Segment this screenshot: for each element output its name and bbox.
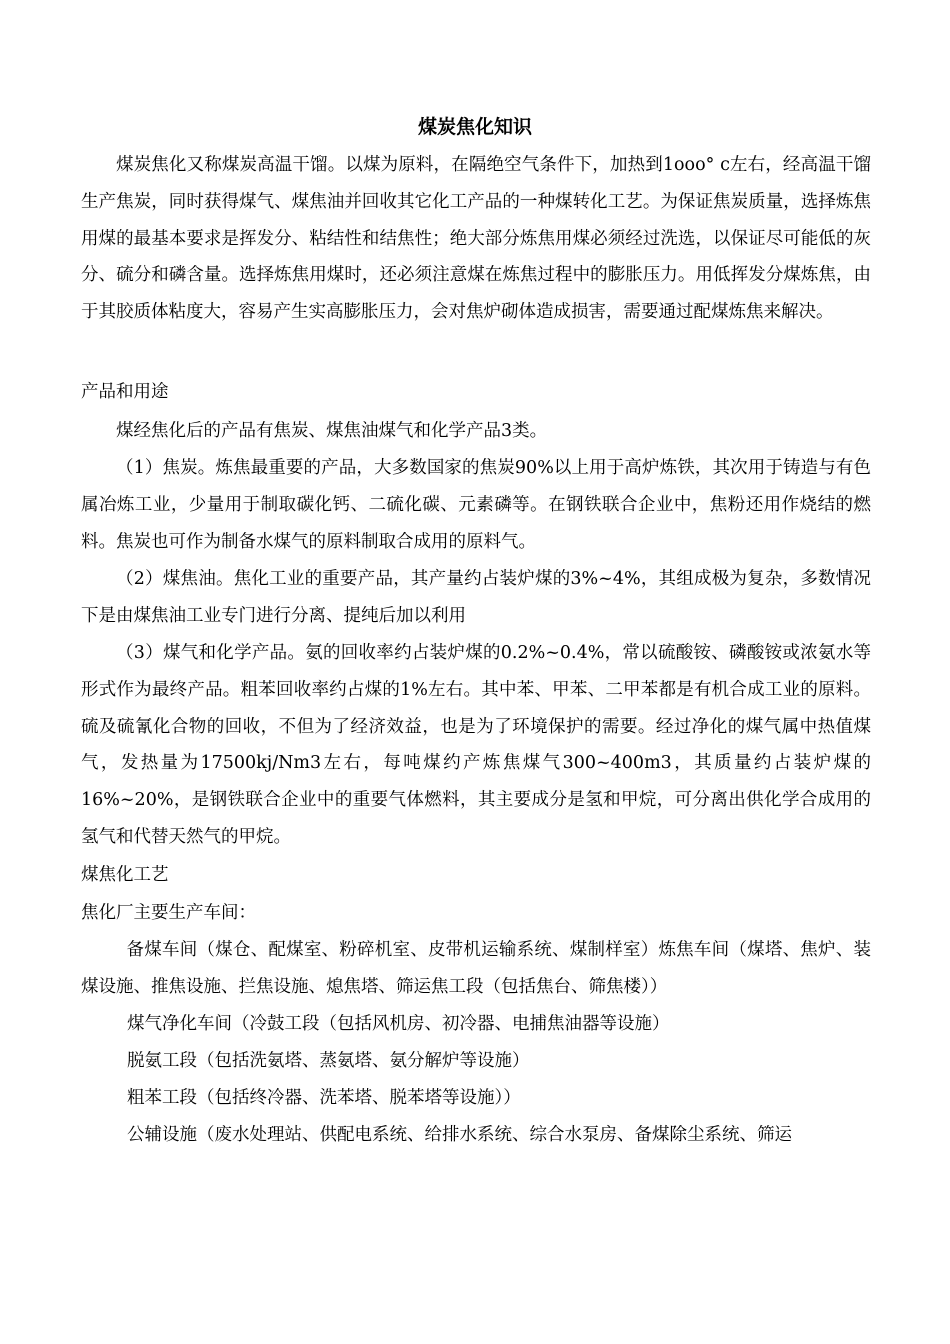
- item-coal-tar-paragraph: （2）煤焦油。焦化工业的重要产品，其产量约占装炉煤的3%~4%，其组成极为复杂，多数情况下是由煤焦油工业专门进行分离、提纯后加以利用: [81, 569, 871, 626]
- workshop-deammonia-line: 脱氨工段（包括洗氨塔、蒸氨塔、氨分解炉等设施）: [127, 1051, 530, 1071]
- item-coke-paragraph: （1）焦炭。炼焦最重要的产品，大多数国家的焦炭90%以上用于高炉炼铁，其次用于铸造与有色属冶炼工业，少量用于制取碳化钙、二硫化碳、元素磷等。在钢铁联合企业中，焦粉还用作烧结的燃料。焦炭也可作为制备水煤气的原料制取合成用的原料气。: [81, 458, 871, 552]
- workshop-crude-benzene-line: 粗苯工段（包括终冷器、洗苯塔、脱苯塔等设施））: [127, 1088, 521, 1108]
- workshop-gas-purification-line: 煤气净化车间（冷鼓工段（包括风机房、初冷器、电捕焦油器等设施）: [127, 1014, 670, 1034]
- section-heading-products: 产品和用途: [81, 382, 169, 402]
- document-title: 煤炭焦化知识: [417, 116, 532, 138]
- intro-paragraph: 煤炭焦化又称煤炭高温干馏。以煤为原料，在隔绝空气条件下，加热到1ooo° c左右，经高温干馏生产焦炭，同时获得煤气、煤焦油并回收其它化工产品的一种煤转化工艺。为保证焦炭质量，选择炼焦用煤的最基本要求是挥发分、粘结性和结焦性；绝大部分炼焦用煤必须经过洗选，以保证尽可能低的灰分、硫分和磷含量。选择炼焦用煤时，还必须注意煤在炼焦过程中的膨胀压力。用低挥发分煤炼焦，由于其胶质体粘度大，容易产生实高膨胀压力，会对焦炉砌体造成损害，需要通过配煤炼焦来解决。: [81, 155, 871, 323]
- workshop-utilities-line: 公辅设施（废水处理站、供配电系统、给排水系统、综合水泵房、备煤除尘系统、筛运: [127, 1125, 792, 1145]
- item-gas-chemicals-paragraph: （3）煤气和化学产品。氨的回收率约占装炉煤的0.2%~0.4%，常以硫酸铵、磷酸铵或浓氨水等形式作为最终产品。粗苯回收率约占煤的1%左右。其中苯、甲苯、二甲苯都是有机合成工业的原料。硫及硫氰化合物的回收，不但为了经济效益，也是为了环境保护的需要。经过净化的煤气属中热值煤气，发热量为17500kj/Nm3左右，每吨煤约产炼焦煤气300~400m3，其质量约占装炉煤的16%~20%，是钢铁联合企业中的重要气体燃料，其主要成分是氢和甲烷，可分离出供化学合成用的氢气和代替天然气的甲烷。: [81, 643, 871, 847]
- workshop-coal-coking-paragraph: 备煤车间（煤仓、配煤室、粉碎机室、皮带机运输系统、煤制样室）炼焦车间（煤塔、焦炉、装煤设施、推焦设施、拦焦设施、熄焦塔、筛运焦工段（包括焦台、筛焦楼））: [81, 940, 871, 997]
- section-heading-process: 煤焦化工艺: [81, 865, 169, 885]
- products-lead-paragraph: 煤经焦化后的产品有焦炭、煤焦油煤气和化学产品3类。: [116, 421, 548, 441]
- workshops-subheading: 焦化厂主要生产车间：: [81, 903, 256, 923]
